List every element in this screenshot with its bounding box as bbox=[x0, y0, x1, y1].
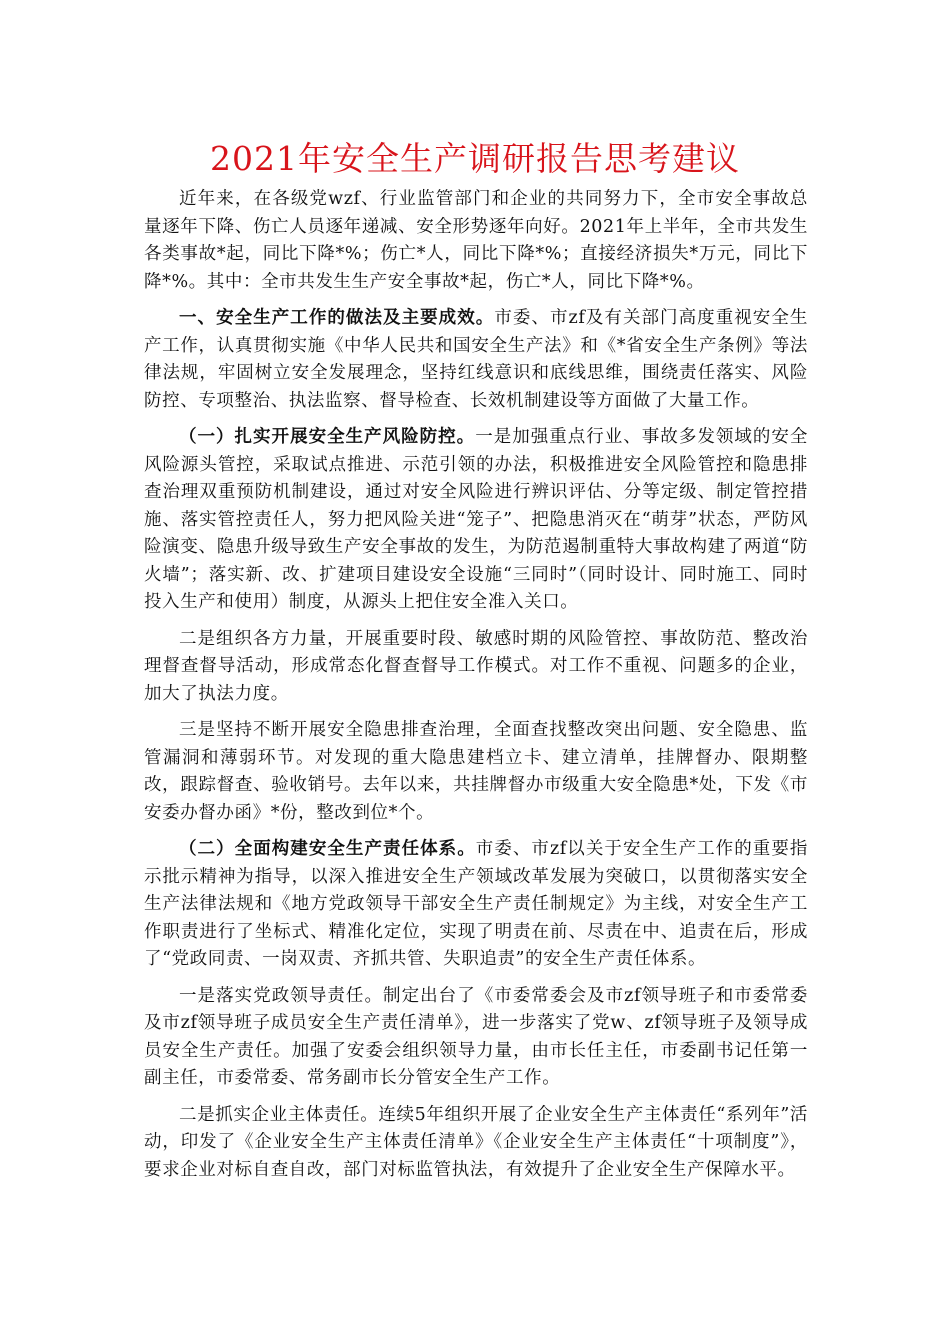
paragraph-text: 二是抓实企业主体责任。连续5年组织开展了企业安全生产主体责任“系列年”活动，印发了《企业安全生产主体责任清单》《企业安全生产主体责任“十项制度”》，要求企业对标自查自改，部门对标监管执法，有效提升了企业安全生产保障水平。 bbox=[144, 1104, 808, 1180]
paragraph-subsection-1 bbox=[144, 424, 808, 617]
paragraph-text: 市委、市zf以关于安全生产工作的重要指示批示精神为指导，以深入推进安全生产领域改革发展为突破口，以贯彻落实安全生产法律法规和《地方党政领导干部安全生产责任制规定》为主线，对安全生产工作职责进行了坐标式、精准化定位，实现了明责在前、尽责在中、追责在后，形成了“党政同责、一岗双责、齐抓共管、失职追责”的安全生产责任体系。 bbox=[144, 839, 808, 969]
paragraph-text: 近年来，在各级党wzf、行业监管部门和企业的共同努力下，全市安全事故总量逐年下降、伤亡人员逐年递减、安全形势逐年向好。2021年上半年，全市共发生各类事故*起，同比下降*%；伤亡*人，同比下降*%；直接经济损失*万元，同比下降*%。其中：全市共发生生产安全事故*起，伤亡*人，同比下降*%。 bbox=[144, 189, 808, 292]
paragraph-subsection-2 bbox=[144, 836, 808, 974]
document-body bbox=[144, 186, 808, 1193]
document-title: 2021年安全生产调研报告思考建议 bbox=[210, 139, 740, 178]
paragraph-intro bbox=[144, 186, 808, 296]
paragraph-text: 三是坚持不断开展安全隐患排查治理，全面查找整改突出问题、安全隐患、监管漏洞和薄弱环节。对发现的重大隐患建档立卡、建立清单，挂牌督办、限期整改，跟踪督查、验收销号。去年以来，共挂牌督办市级重大安全隐患*处，下发《市安委办督办函》*份，整改到位*个。 bbox=[144, 720, 808, 823]
paragraph-point-3 bbox=[144, 717, 808, 827]
paragraph-point-2 bbox=[144, 626, 808, 709]
paragraph-text: 一是落实党政领导责任。制定出台了《市委常委会及市zf领导班子和市委常委及市zf领导班子成员安全生产责任清单》，进一步落实了党w、zf领导班子及领导成员安全生产责任。加强了安委会组织领导力量，由市长任主任，市委副书记任第一副主任，市委常委、常务副市长分管安全生产工作。 bbox=[144, 985, 808, 1088]
paragraph-point-enterprise-responsibility bbox=[144, 1102, 808, 1185]
subsection-heading: （二）全面构建安全生产责任体系。 bbox=[179, 839, 476, 859]
section-heading: 一、安全生产工作的做法及主要成效。 bbox=[179, 308, 495, 328]
paragraph-point-party-responsibility bbox=[144, 983, 808, 1093]
paragraph-text: 市委、市zf及有关部门高度重视安全生产工作，认真贯彻实施《中华人民共和国安全生产法》和《*省安全生产条例》等法律法规，牢固树立安全发展理念，坚持红线意识和底线思维，围绕责任落实、风险防控、专项整治、执法监察、督导检查、长效机制建设等方面做了大量工作。 bbox=[144, 308, 808, 411]
subsection-heading: （一）扎实开展安全生产风险防控。 bbox=[179, 427, 476, 447]
paragraph-section-1 bbox=[144, 305, 808, 415]
paragraph-text: 一是加强重点行业、事故多发领域的安全风险源头管控，采取试点推进、示范引领的办法，积极推进安全风险管控和隐患排查治理双重预防机制建设，通过对安全风险进行辨识评估、分等定级、制定管控措施、落实管控责任人，努力把风险关进“笼子”、把隐患消灭在“萌芽”状态，严防风险演变、隐患升级导致生产安全事故的发生，为防范遏制重特大事故构建了两道“防火墙”；落实新、改、扩建项目建设安全设施“三同时”（同时设计、同时施工、同时投入生产和使用）制度，从源头上把住安全准入关口。 bbox=[144, 427, 808, 612]
paragraph-text: 二是组织各方力量，开展重要时段、敏感时期的风险管控、事故防范、整改治理督查督导活动，形成常态化督查督导工作模式。对工作不重视、问题多的企业，加大了执法力度。 bbox=[144, 628, 808, 704]
